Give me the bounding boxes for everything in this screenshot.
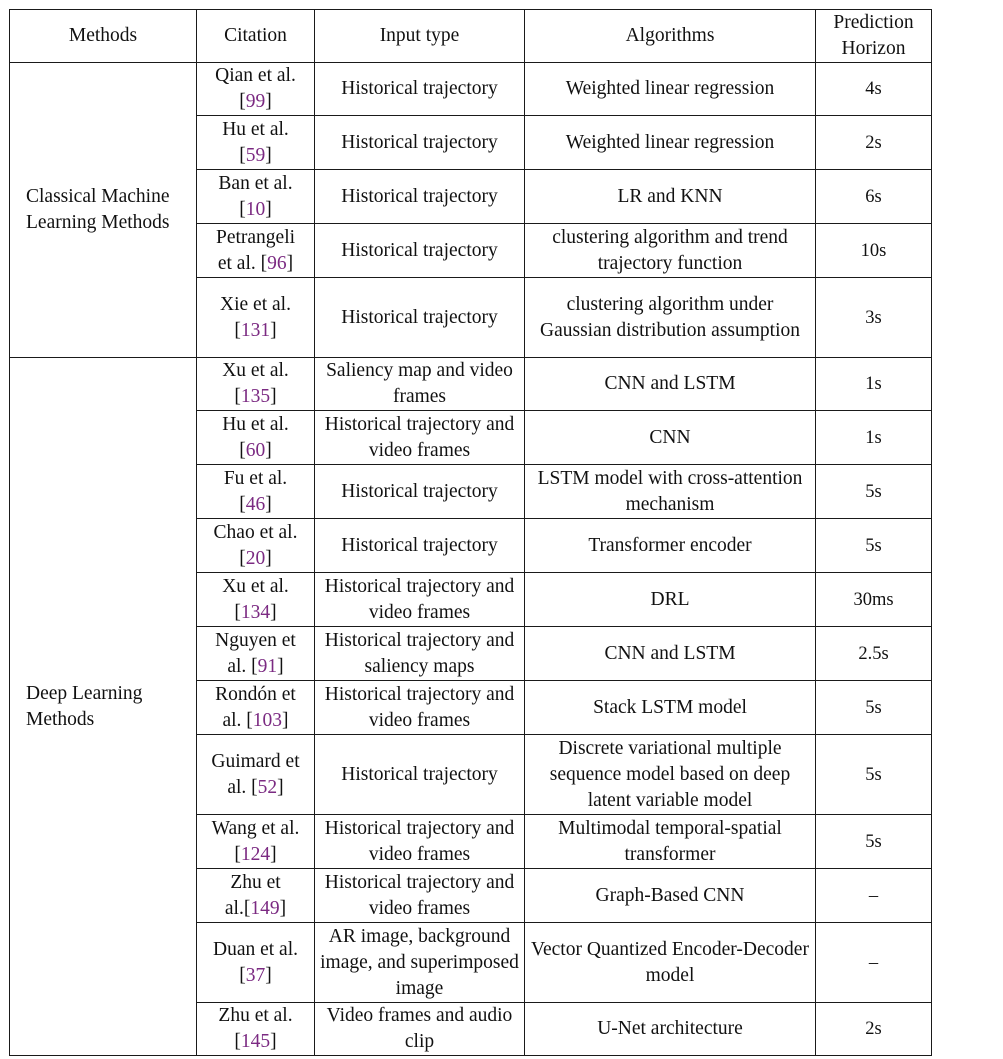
prediction-horizon-cell: 4s — [816, 63, 932, 116]
citation-cell — [197, 358, 315, 411]
algorithm-cell: CNN and LSTM — [525, 627, 816, 681]
citation-prefix: al. [ — [227, 655, 258, 677]
citation-reference-link[interactable]: 145 — [240, 1031, 271, 1052]
input-type-cell: Historical trajectory — [315, 224, 525, 278]
input-type-cell: Historical trajectory and video frames — [315, 573, 525, 627]
group-label-line1: Classical Machine — [26, 186, 170, 207]
algorithm-cell: Multimodal temporal-spatial transformer — [525, 815, 816, 869]
citation-prefix: [ — [239, 91, 246, 112]
citation-reference-link[interactable]: 91 — [257, 655, 278, 677]
algorithm-cell: Weighted linear regression — [525, 63, 816, 116]
citation-cell — [197, 923, 315, 1003]
citation-reference-link[interactable]: 124 — [240, 843, 271, 865]
citation-reference-link[interactable]: 20 — [245, 547, 266, 569]
citation-suffix: ] — [265, 547, 272, 569]
citation-author: Hu et al. — [222, 413, 289, 435]
citation-author: Xu et al. — [222, 360, 289, 381]
citation-author: Fu et al. — [223, 467, 288, 489]
citation-prefix: [ — [239, 439, 246, 461]
citation-suffix: ] — [270, 1031, 277, 1052]
input-type-cell: Video frames and audio clip — [315, 1003, 525, 1056]
prediction-horizon-cell: – — [816, 923, 932, 1003]
group-classical-ml — [10, 63, 197, 358]
citation-cell — [197, 465, 315, 519]
prediction-horizon-cell: 1s — [816, 358, 932, 411]
citation-author: Xu et al. — [222, 575, 289, 597]
group-deep-learning — [10, 358, 197, 1056]
citation-suffix: ] — [265, 439, 272, 461]
citation-reference-link[interactable]: 37 — [245, 964, 266, 986]
algorithm-cell: CNN and LSTM — [525, 358, 816, 411]
prediction-horizon-cell: 5s — [816, 681, 932, 735]
citation-suffix: ] — [265, 964, 272, 986]
input-type-cell: Historical trajectory and video frames — [315, 869, 525, 923]
algorithm-cell: Discrete variational multiple sequence model based on deep latent variable model — [525, 735, 816, 815]
algorithm-cell: U-Net architecture — [525, 1003, 816, 1056]
citation-author: Petrangeli — [215, 226, 296, 248]
algorithm-cell: Transformer encoder — [525, 519, 816, 573]
algorithm-cell: DRL — [525, 573, 816, 627]
prediction-horizon-cell: 5s — [816, 735, 932, 815]
citation-suffix: ] — [277, 776, 284, 798]
prediction-horizon-cell: 2.5s — [816, 627, 932, 681]
citation-author: Guimard et — [211, 750, 300, 772]
citation-suffix: ] — [282, 709, 289, 731]
prediction-horizon-cell: 5s — [816, 519, 932, 573]
citation-author: Qian et al. — [215, 65, 296, 86]
citation-prefix: [ — [234, 843, 241, 865]
citation-prefix: [ — [234, 386, 241, 407]
citation-cell — [197, 573, 315, 627]
citation-suffix: ] — [265, 493, 272, 515]
input-type-cell: Historical trajectory and video frames — [315, 411, 525, 465]
prediction-horizon-cell: 6s — [816, 170, 932, 224]
prediction-horizon-cell: 2s — [816, 1003, 932, 1056]
input-type-cell: Saliency map and video frames — [315, 358, 525, 411]
citation-cell — [197, 116, 315, 170]
citation-prefix: et al. [ — [217, 252, 268, 274]
citation-cell — [197, 224, 315, 278]
prediction-horizon-cell: 1s — [816, 411, 932, 465]
citation-suffix: ] — [265, 198, 272, 220]
input-type-cell: Historical trajectory — [315, 465, 525, 519]
header-horizon-line1: Prediction — [833, 12, 914, 33]
header-algorithms: Algorithms — [525, 10, 816, 63]
header-input-type: Input type — [315, 10, 525, 63]
citation-prefix: [ — [239, 198, 246, 220]
input-type-cell: Historical trajectory — [315, 170, 525, 224]
citation-prefix: [ — [239, 144, 246, 166]
citation-author: Hu et al. — [222, 118, 289, 140]
algorithm-cell: Graph-Based CNN — [525, 869, 816, 923]
citation-cell — [197, 1003, 315, 1056]
algorithm-cell: Weighted linear regression — [525, 116, 816, 170]
citation-author: Zhu et — [230, 871, 281, 893]
prediction-horizon-cell: 5s — [816, 815, 932, 869]
input-type-cell: Historical trajectory — [315, 519, 525, 573]
citation-prefix: [ — [239, 493, 246, 515]
citation-author: Rondón et — [215, 683, 296, 705]
header-prediction-horizon — [816, 10, 932, 63]
citation-author: Zhu et al. — [218, 1005, 293, 1026]
prediction-horizon-cell: 3s — [816, 278, 932, 358]
citation-prefix: [ — [239, 547, 246, 569]
algorithm-cell: LR and KNN — [525, 170, 816, 224]
citation-reference-link[interactable]: 10 — [245, 198, 266, 220]
citation-cell — [197, 411, 315, 465]
algorithm-cell: Vector Quantized Encoder-Decoder model — [525, 923, 816, 1003]
citation-reference-link[interactable]: 135 — [240, 386, 271, 407]
citation-prefix: [ — [234, 319, 241, 341]
citation-prefix: [ — [234, 601, 241, 623]
citation-cell — [197, 627, 315, 681]
citation-author: Duan et al. — [212, 938, 298, 960]
algorithm-cell: LSTM model with cross-attention mechanism — [525, 465, 816, 519]
citation-reference-link[interactable]: 134 — [240, 601, 271, 623]
citation-cell — [197, 170, 315, 224]
prediction-horizon-cell: – — [816, 869, 932, 923]
citation-author: Chao et al. — [213, 521, 298, 543]
citation-reference-link[interactable]: 59 — [245, 144, 266, 166]
citation-prefix: al. [ — [222, 709, 253, 731]
citation-reference-link[interactable]: 103 — [252, 709, 283, 731]
prediction-horizon-cell: 10s — [816, 224, 932, 278]
table-row — [10, 63, 932, 116]
table-header — [10, 10, 932, 63]
citation-cell — [197, 869, 315, 923]
citation-author: Ban et al. — [218, 172, 293, 194]
citation-cell — [197, 681, 315, 735]
citation-author: Xie et al. — [220, 293, 291, 315]
citation-reference-link[interactable]: 131 — [240, 319, 271, 341]
citation-reference-link[interactable]: 149 — [250, 897, 280, 919]
input-type-cell: Historical trajectory — [315, 116, 525, 170]
citation-suffix: ] — [265, 91, 272, 112]
table-wrapper — [9, 9, 932, 1056]
citation-cell — [197, 63, 315, 116]
header-methods: Methods — [10, 10, 197, 63]
algorithm-cell: clustering algorithm under Gaussian distribution assumption — [525, 278, 816, 358]
citation-cell — [197, 519, 315, 573]
citation-cell — [197, 278, 315, 358]
citation-suffix: ] — [279, 897, 287, 919]
header-citation: Citation — [197, 10, 315, 63]
header-horizon-line2: Horizon — [841, 38, 906, 59]
prediction-horizon-cell: 2s — [816, 116, 932, 170]
citation-prefix: al. [ — [227, 776, 258, 798]
input-type-cell: Historical trajectory and saliency maps — [315, 627, 525, 681]
citation-suffix: ] — [286, 252, 294, 274]
citation-suffix: ] — [277, 655, 284, 677]
citation-suffix: ] — [270, 386, 277, 407]
citation-suffix: ] — [265, 144, 272, 166]
citation-suffix: ] — [270, 319, 277, 341]
input-type-cell: Historical trajectory — [315, 63, 525, 116]
prediction-horizon-cell: 30ms — [816, 573, 932, 627]
algorithm-cell: CNN — [525, 411, 816, 465]
table-row — [10, 358, 932, 411]
citation-prefix: al.[ — [224, 897, 251, 919]
citation-prefix: [ — [234, 1031, 241, 1052]
input-type-cell: Historical trajectory and video frames — [315, 681, 525, 735]
citation-reference-link[interactable]: 60 — [245, 439, 266, 461]
citation-reference-link[interactable]: 96 — [267, 252, 287, 274]
algorithm-cell: Stack LSTM model — [525, 681, 816, 735]
citation-suffix: ] — [270, 843, 277, 865]
citation-author: Nguyen et — [215, 629, 296, 651]
group-label-line2: Methods — [26, 708, 95, 730]
input-type-cell: Historical trajectory — [315, 278, 525, 358]
citation-author: Wang et al. — [211, 817, 300, 839]
group-label-line1: Deep Learning — [26, 682, 143, 704]
prediction-horizon-cell: 5s — [816, 465, 932, 519]
input-type-cell: Historical trajectory — [315, 735, 525, 815]
algorithm-cell: clustering algorithm and trend trajectory function — [525, 224, 816, 278]
input-type-cell: AR image, background image, and superimposed image — [315, 923, 525, 1003]
table-body — [10, 63, 932, 1056]
input-type-cell: Historical trajectory and video frames — [315, 815, 525, 869]
citation-cell — [197, 815, 315, 869]
methods-table — [9, 9, 932, 1056]
citation-cell — [197, 735, 315, 815]
citation-reference-link[interactable]: 52 — [257, 776, 278, 798]
citation-prefix: [ — [239, 964, 246, 986]
group-label-line2: Learning Methods — [26, 212, 170, 233]
citation-reference-link[interactable]: 46 — [245, 493, 266, 515]
citation-reference-link[interactable]: 99 — [245, 91, 266, 112]
citation-suffix: ] — [270, 601, 277, 623]
